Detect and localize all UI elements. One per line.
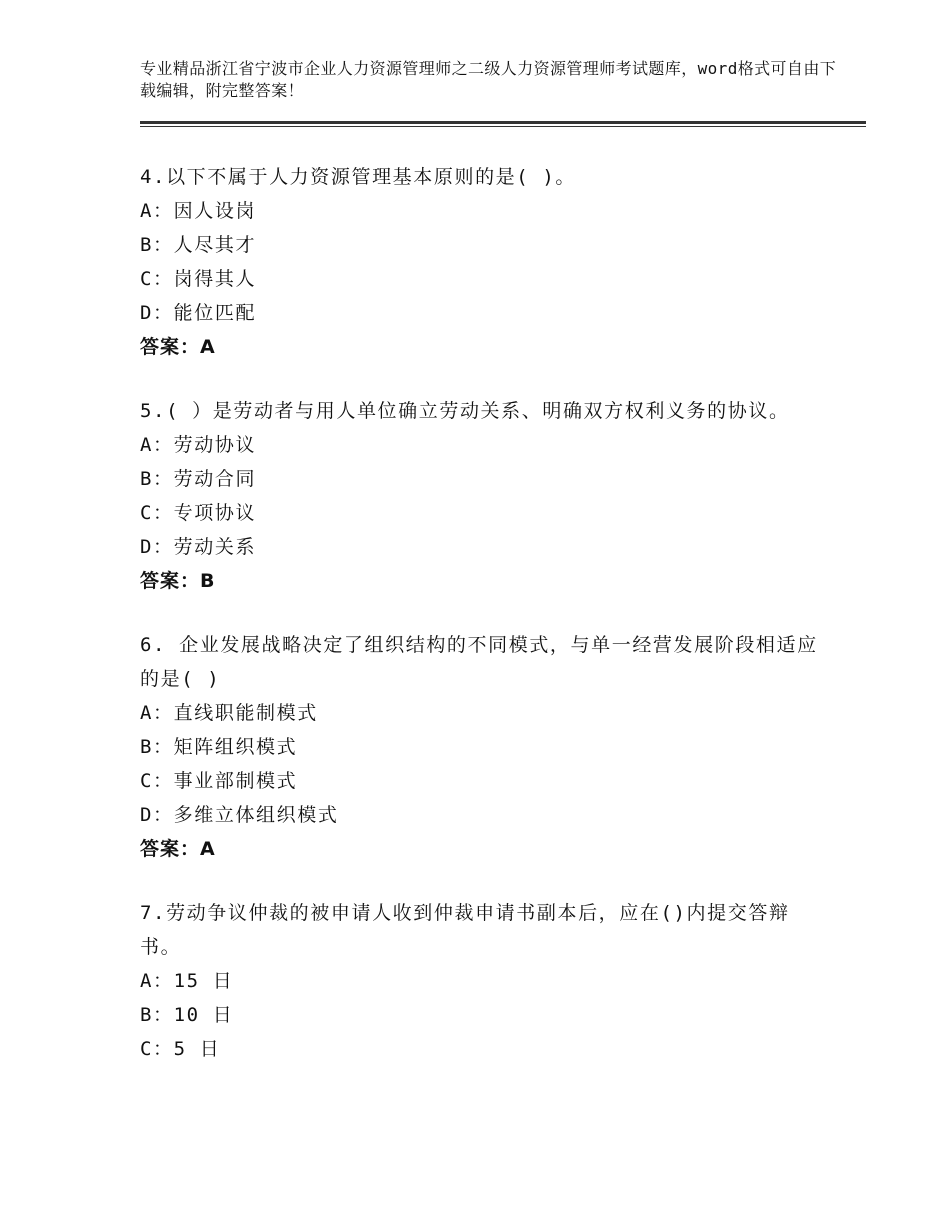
option-a: A：因人设岗 — [140, 200, 257, 222]
option-d: D：劳动关系 — [140, 536, 257, 558]
answer-line — [140, 832, 820, 866]
option-d: D：能位匹配 — [140, 302, 257, 324]
answer-line — [140, 330, 820, 364]
answer-value: A — [200, 336, 216, 358]
question-stem: 5.( ）是劳动者与用人单位确立劳动关系、明确双方权利义务的协议。 — [140, 400, 790, 422]
option-a: A：直线职能制模式 — [140, 702, 318, 724]
question-stem: 6. 企业发展战略决定了组织结构的不同模式，与单一经营发展阶段相适应的是( ) — [140, 634, 818, 690]
question-5 — [140, 394, 820, 598]
option-b: B：人尽其才 — [140, 234, 257, 256]
option-b: B：矩阵组织模式 — [140, 736, 298, 758]
question-7 — [140, 896, 820, 1066]
answer-value: A — [200, 838, 216, 860]
header-divider-thick — [140, 121, 866, 124]
option-a: A：劳动协议 — [140, 434, 257, 456]
option-c: C：岗得其人 — [140, 268, 257, 290]
question-4 — [140, 160, 820, 364]
answer-label: 答案： — [140, 570, 201, 592]
question-6 — [140, 628, 820, 866]
option-d: D：多维立体组织模式 — [140, 804, 339, 826]
option-a: A：15 日 — [140, 970, 234, 992]
answer-label: 答案： — [140, 838, 201, 860]
header-divider-thin — [140, 126, 866, 127]
question-stem: 7.劳动争议仲裁的被申请人收到仲裁申请书副本后，应在()内提交答辩书。 — [140, 902, 790, 958]
option-c: C：5 日 — [140, 1038, 221, 1060]
option-b: B：劳动合同 — [140, 468, 257, 490]
question-list — [140, 160, 820, 1096]
option-c: C：专项协议 — [140, 502, 257, 524]
answer-value: B — [200, 570, 216, 592]
answer-label: 答案： — [140, 336, 201, 358]
question-stem: 4.以下不属于人力资源管理基本原则的是( )。 — [140, 166, 576, 188]
option-b: B：10 日 — [140, 1004, 234, 1026]
document-header: 专业精品浙江省宁波市企业人力资源管理师之二级人力资源管理师考试题库，word格式可自由下载编辑，附完整答案！ — [140, 59, 837, 100]
answer-line — [140, 564, 820, 598]
option-c: C：事业部制模式 — [140, 770, 298, 792]
